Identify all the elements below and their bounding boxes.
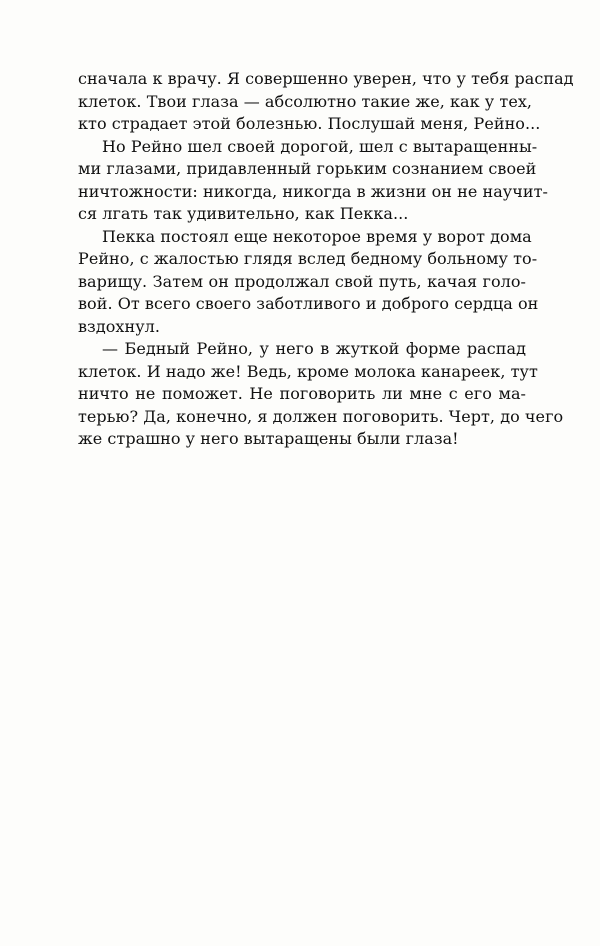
text-line: — Бедный Рейно, у него в жуткой форме распад — [102, 339, 526, 358]
text-line: ми глазами, придавленный горьким сознанием своей — [78, 159, 537, 178]
body-text — [78, 68, 574, 451]
text-line: Но Рейно шел своей дорогой, шел с вытаращенны- — [102, 136, 538, 156]
text-line: ничто не поможет. Не поговорить ли мне с его ма- — [78, 384, 526, 403]
text-line: клеток. Твои глаза — абсолютно такие же, как у тех, — [78, 91, 533, 111]
text-line: ничтожности: никогда, никогда в жизни он не научит- — [78, 181, 548, 201]
paragraph-1 — [78, 68, 574, 136]
text-line: клеток. И надо же! Ведь, кроме молока канареек, тут — [78, 361, 538, 381]
text-line: ся лгать так удивительно, как Пекка... — [78, 204, 409, 223]
text-line: Рейно, с жалостью глядя вслед бедному больному то- — [78, 249, 538, 268]
paragraph-2 — [78, 136, 548, 226]
text-line: вздохнул. — [78, 316, 161, 336]
text-line: кто страдает этой болезнью. Послушай меня, Рейно... — [78, 114, 541, 133]
text-line: вой. От всего своего заботливого и доброго сердца он — [78, 294, 539, 313]
text-line: варищу. Затем он продолжал свой путь, качая голо- — [78, 271, 526, 291]
text-line: сначала к врачу. Я совершенно уверен, что у тебя распад — [78, 69, 574, 88]
text-line: же страшно у него вытаращены были глаза! — [78, 429, 459, 448]
paragraph-4 — [78, 338, 564, 451]
paragraph-3 — [78, 226, 539, 339]
text-line: терью? Да, конечно, я должен поговорить. Черт, до чего — [78, 406, 564, 426]
text-line: Пекка постоял еще некоторое время у ворот дома — [102, 226, 532, 246]
